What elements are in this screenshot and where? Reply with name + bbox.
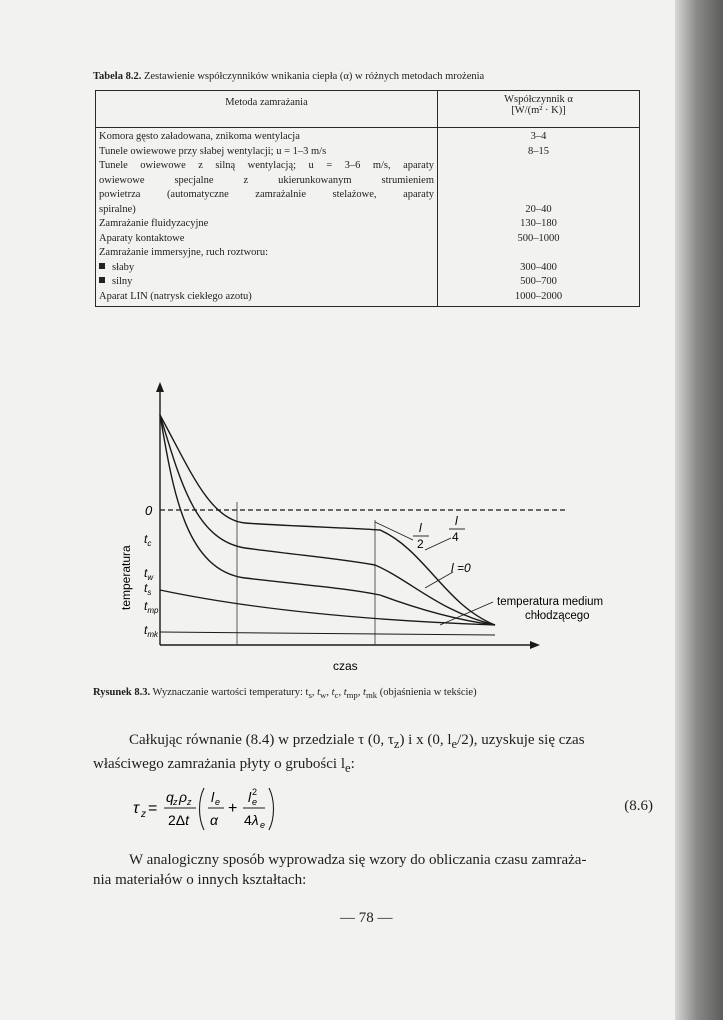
svg-text:e: e xyxy=(252,797,258,807)
label-quarter-num: l xyxy=(455,514,458,528)
equation-number: (8.6) xyxy=(624,798,653,814)
svg-text:e: e xyxy=(215,797,221,807)
bullet-icon xyxy=(99,277,105,283)
method-line: Zamrażanie fluidyzacyjne xyxy=(99,218,209,229)
svg-text:α: α xyxy=(210,812,218,828)
label-half-num: l xyxy=(419,521,422,535)
method-line: owiewowe specjalne z ukierunkowanym strumieniem xyxy=(99,174,434,186)
zero-label: 0 xyxy=(145,503,153,518)
label-ts: $t_s$ xyxy=(144,581,152,597)
leader-zero xyxy=(425,572,453,588)
value-line: 500–700 xyxy=(520,276,557,287)
svg-text:2Δt: 2Δt xyxy=(168,812,190,828)
svg-text:=: = xyxy=(148,800,158,817)
method-line-bullet: silny xyxy=(99,275,434,290)
label-quarter-den: 4 xyxy=(452,530,459,544)
svg-text:e: e xyxy=(260,820,266,830)
medium-label-line1: temperatura medium xyxy=(497,596,604,608)
header-coefficient xyxy=(438,91,640,128)
table-caption xyxy=(93,71,653,82)
figure-caption-text: Wyznaczanie wartości temperatury: t xyxy=(152,687,309,698)
value-line: 300–400 xyxy=(520,261,557,273)
method-line: Aparat LIN (natrysk ciekłego azotu) xyxy=(99,290,252,302)
x-axis-label: czas xyxy=(333,659,358,673)
bullet-icon xyxy=(99,263,105,269)
caption-sub: c xyxy=(334,690,339,701)
svg-text:2: 2 xyxy=(252,787,258,797)
svg-text:τ: τ xyxy=(133,800,139,817)
value-line xyxy=(441,188,636,203)
method-line: spiralne) xyxy=(99,203,136,215)
table-caption-text: Zestawienie współczynników wnikania ciepła (α) w różnych metodach mrożenia xyxy=(143,71,485,82)
caption-sub: mp xyxy=(346,690,358,701)
caption-sub: mk xyxy=(365,690,378,701)
method-line-bullet: słaby xyxy=(99,261,434,276)
temperature-time-figure xyxy=(95,380,615,680)
value-line: 500–1000 xyxy=(517,232,560,244)
table-body-row xyxy=(96,128,640,307)
caption-sub: w xyxy=(320,690,327,701)
svg-text:q: q xyxy=(166,789,174,805)
values-cell xyxy=(438,128,640,307)
value-line xyxy=(441,174,636,189)
paragraph-2: W analogiczny sposób wyprowadza się wzory do obliczania czasu zamraża- nia materiałów o innych kształtach: xyxy=(93,852,587,888)
x-axis-arrow-icon xyxy=(530,641,540,649)
method-line: Tunele owiewowe przy słabej wentylacji; u = 1–3 m/s xyxy=(99,145,327,157)
label-tmk: $t_{mk}$ xyxy=(144,623,159,639)
value-line: 130–180 xyxy=(520,218,557,229)
binding-shadow xyxy=(675,0,723,1020)
methods-cell xyxy=(96,128,438,307)
medium-label-line2: chłodzącego xyxy=(525,610,590,622)
method-line: Zamrażanie immersyjne, ruch roztworu: xyxy=(99,247,269,258)
header-coef-line2: [W/(m² · K)] xyxy=(511,105,566,116)
curve-quarter xyxy=(160,415,495,625)
svg-text:+: + xyxy=(228,800,238,817)
value-line xyxy=(441,246,636,261)
method-line: powietrza (automatyczne zamrażalnie stelażowe, aparaty xyxy=(99,189,434,200)
label-tc: $t_c$ xyxy=(144,532,152,548)
coefficients-table xyxy=(95,90,640,307)
svg-text:ρ: ρ xyxy=(179,789,188,805)
line-tmk xyxy=(160,632,495,635)
label-tmp: $t_{mp}$ xyxy=(144,599,159,615)
svg-text:z: z xyxy=(173,797,178,807)
curve-medium xyxy=(160,590,495,625)
table-caption-label: Tabela 8.2. xyxy=(93,71,142,82)
page-number: — 78 — xyxy=(340,910,393,926)
leader-medium xyxy=(440,602,493,625)
svg-text:l: l xyxy=(211,789,215,805)
method-line: Aparaty kontaktowe xyxy=(99,232,185,244)
y-axis-label: temperatura xyxy=(119,545,133,610)
figure-caption-label: Rysunek 8.3. xyxy=(93,687,151,698)
figure-caption-rest: (objaśnienia w tekście) xyxy=(379,687,477,698)
value-line: 8–15 xyxy=(528,145,549,157)
caption-sub: s xyxy=(308,690,312,701)
table-header-row xyxy=(96,91,640,128)
label-tw: $t_w$ xyxy=(144,566,154,582)
value-line xyxy=(441,159,636,174)
curve-half xyxy=(160,415,495,625)
header-method: Metoda zamrażania xyxy=(96,91,438,128)
svg-text:l: l xyxy=(248,789,252,805)
paragraph-1: Całkując równanie (8.4) w przedziale τ (0, $\tau_z$) i x (0, $l_e/2$), uzyskuje się czas właściwego zamrażania płyty o grubości $l_e$: xyxy=(93,732,585,775)
figure-caption: Rysunek 8.3. Wyznaczanie wartości temperatury: $t_s$, $t_w$, $t_c$, $t_{mp}$, $t_{mk}$ (objaśnienia w tekście) xyxy=(93,687,477,701)
svg-text:z: z xyxy=(141,809,146,820)
equation-formula xyxy=(93,780,653,836)
equation-8-6 xyxy=(93,780,653,836)
header-coef-line1: Współczynnik α xyxy=(504,94,573,105)
curve-surface xyxy=(160,415,495,625)
value-line: 20–40 xyxy=(525,203,552,215)
leader-quarter xyxy=(425,538,451,550)
svg-text:4λ: 4λ xyxy=(244,812,259,828)
value-line: 3–4 xyxy=(530,131,547,142)
method-line: Tunele owiewowe z silną wentylacją; u = 3–6 m/s, aparaty xyxy=(99,160,434,171)
value-line: 1000–2000 xyxy=(514,290,563,302)
label-zero: l =0 xyxy=(451,561,471,575)
y-axis-arrow-icon xyxy=(156,382,164,392)
svg-text:z: z xyxy=(187,797,192,807)
label-half-den: 2 xyxy=(417,537,424,551)
method-line: Komora gęsto załadowana, znikoma wentylacja xyxy=(99,131,300,142)
